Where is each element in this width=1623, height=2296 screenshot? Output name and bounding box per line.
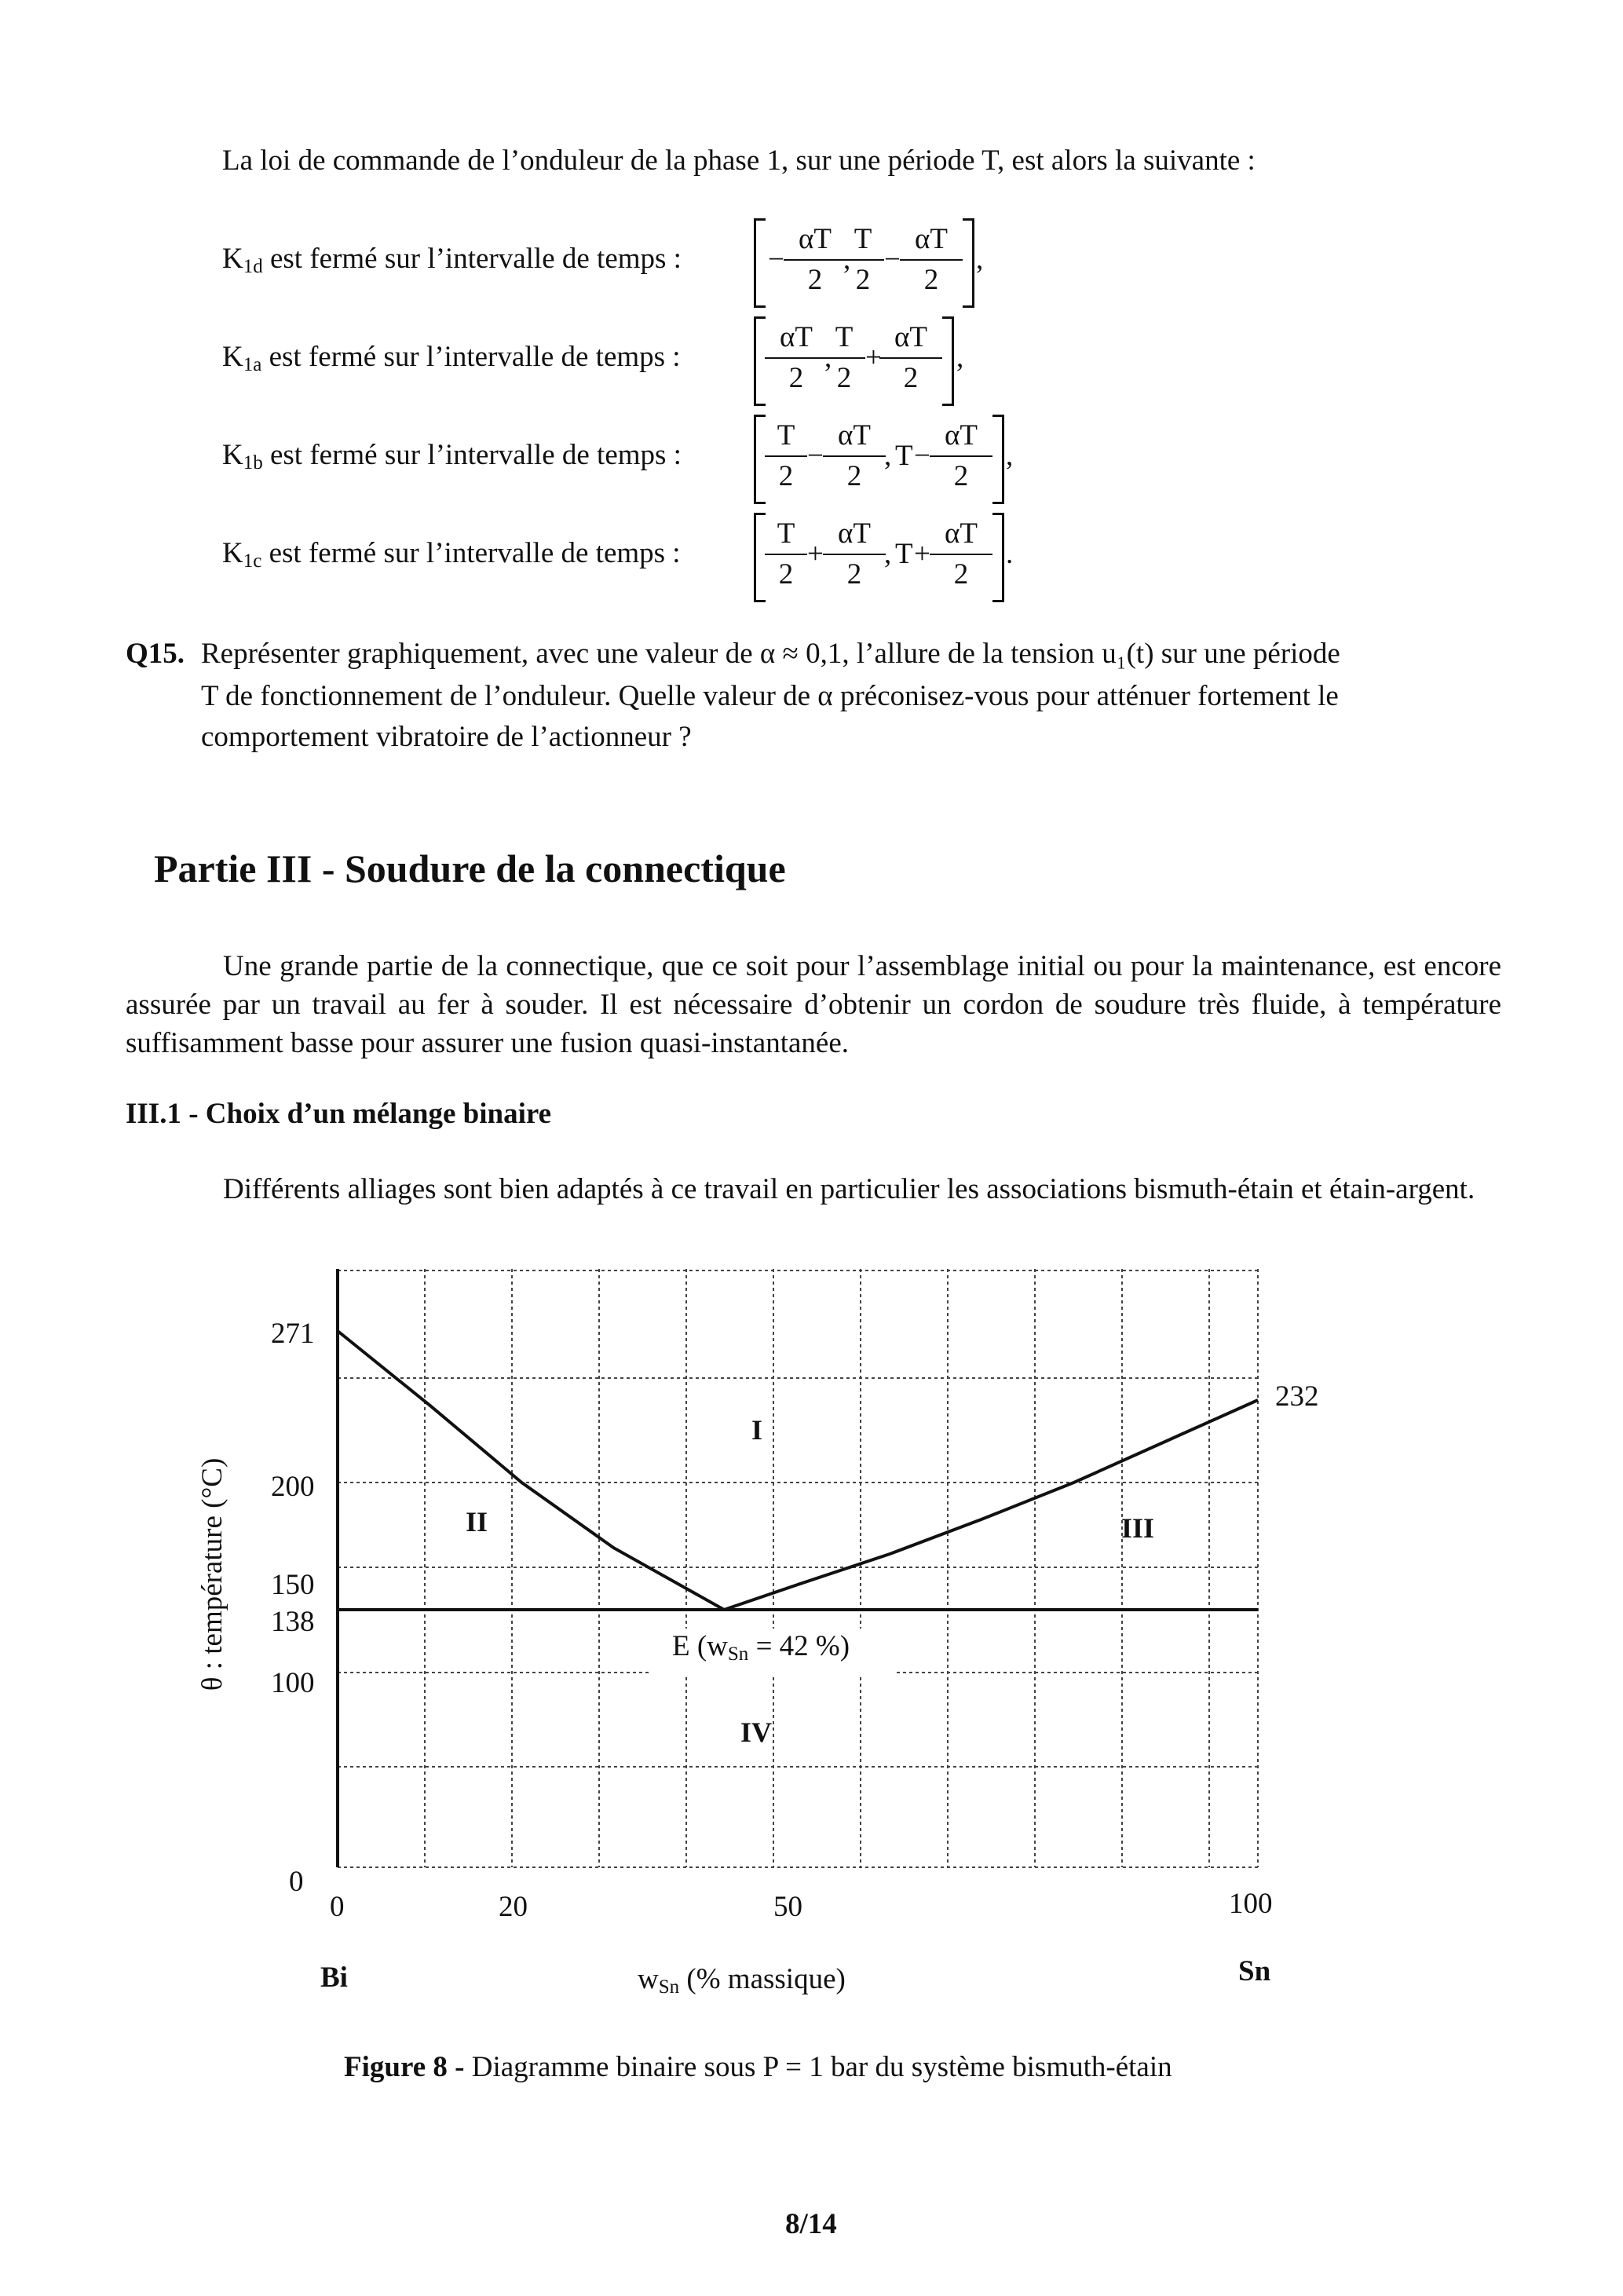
series-line-1 [724,1400,1258,1610]
section-heading: III.1 - Choix d’un mélange binaire [126,1098,552,1130]
region-label-IV: IV [740,1717,773,1748]
sn-label: Sn [1238,1955,1271,1987]
q15-line-2: T de fonctionnement de l’onduleur. Quelle valeur de α préconisez-vous pour atténuer fortement le [201,680,1339,712]
y-axis-label: θ : température (°C) [196,1457,228,1691]
eutectic-label: E (wSn = 42 %) [672,1630,850,1665]
iii1-paragraph: Différents alliages sont bien adaptés à ce travail en particulier les associations bismuth-étain et étain-argent. [223,1173,1475,1205]
x-tick-label: 0 [330,1891,345,1923]
k1a-label: $K_{1a}$ est fermé sur l’intervalle de temps : [222,341,681,375]
q15-line-3: comportement vibratoire de l’actionneur ? [201,721,692,753]
x-axis-label: wSn (% massique) [638,1963,846,1998]
part-title: Partie III - Soudure de la connectique [154,846,786,890]
region-label-II: II [466,1506,488,1537]
k1b-interval: $\frac{T}{2}$ − $\frac{\alpha T}{2}$ , T − $\frac{\alpha T}{2}$ , [754,415,1021,501]
region-label-III: III [1121,1512,1155,1544]
x-tick-label: 20 [499,1891,528,1923]
part3-paragraph: Une grande partie de la connectique, que ce soit pour l’assemblage initial ou pour la maintenance, est encore assurée par un travail au fer à souder. Il est nécessaire d’obtenir un cordon de soudure très fluide, à température suffisamment basse pour assurer une fusion quasi-instantanée. [126,950,1501,1059]
k1d-interval: − $\frac{\alpha T}{2}$ , $\frac{T}{2}$ − $\frac{\alpha T}{2}$ , [754,218,981,305]
k1a-interval: $\frac{\alpha T}{2}$ , $\frac{T}{2}$ + $\frac{\alpha T}{2}$ , [754,316,966,403]
k1c-label: $K_{1c}$ est fermé sur l’intervalle de temps : [222,537,681,572]
y-tick-label: 100 [271,1667,315,1699]
x-tick-label: 100 [1229,1888,1273,1920]
k1d-label: $K_{1d}$ est fermé sur l’intervalle de temps : [222,243,682,277]
binary-phase-diagram [0,1256,1623,2026]
k1c-interval: $\frac{T}{2}$ + $\frac{\alpha T}{2}$ , T + $\frac{\alpha T}{2}$ . [754,513,1021,599]
q15-number: Q15. [126,638,185,670]
y-tick-label: 0 [289,1866,304,1898]
q15-line-1: Représenter graphiquement, avec une valeur de α ≈ 0,1, l’allure de la tension u₁(t) sur une période [201,638,1340,670]
intro-text: La loi de commande de l’onduleur de la phase 1, sur une période T, est alors la suivante : [222,144,1256,177]
y-tick-label: 138 [271,1606,315,1638]
region-label-I: I [751,1414,763,1446]
page-number: 8/14 [785,2208,837,2240]
x-tick-label: 50 [773,1891,802,1923]
sn-melting-point: 232 [1275,1380,1319,1413]
y-tick-label: 150 [271,1569,315,1601]
bi-label: Bi [320,1961,348,1994]
y-tick-label: 200 [271,1471,315,1503]
figure-caption: Figure 8 - Diagramme binaire sous P = 1 bar du système bismuth-étain [344,2051,1172,2083]
k1b-label: $K_{1b}$ est fermé sur l’intervalle de temps : [222,439,682,473]
y-tick-label: 271 [271,1318,315,1350]
